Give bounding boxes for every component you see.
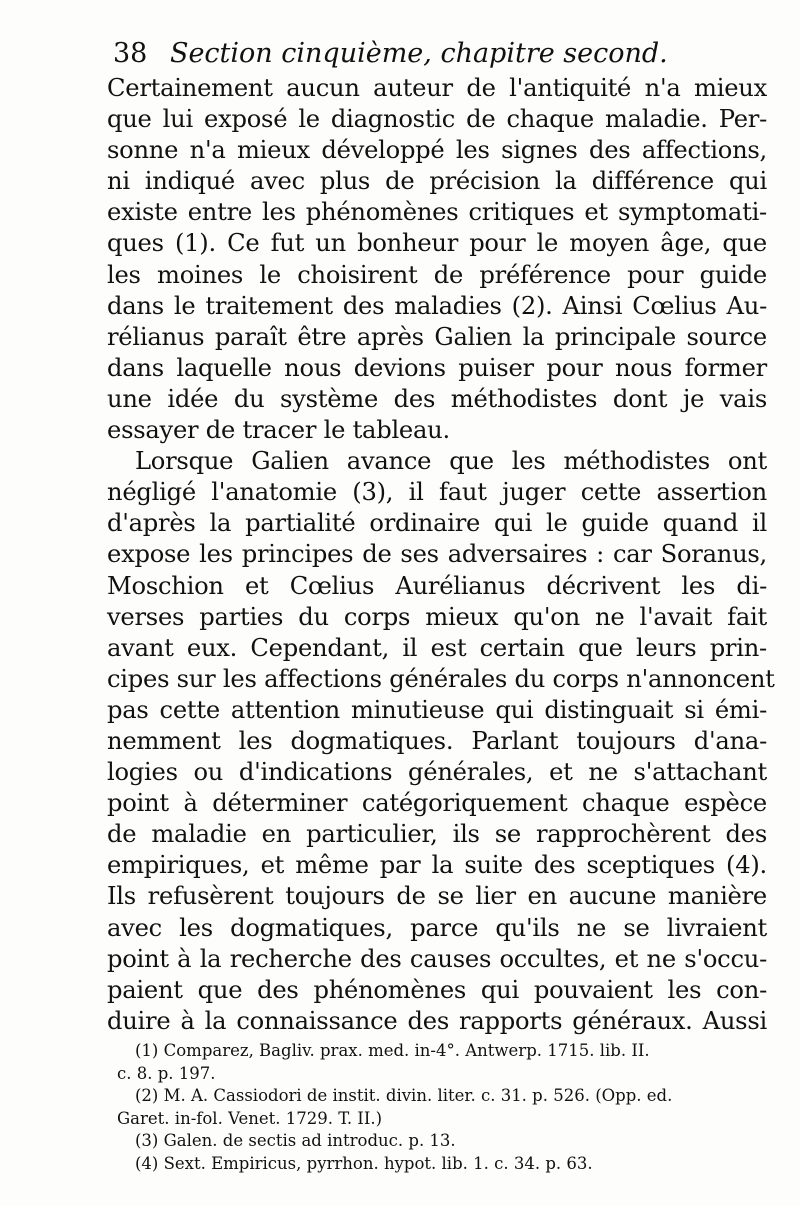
text-line: dans le traitement des maladies (2). Ainsi Cœlius Au-	[107, 291, 767, 320]
main-text	[107, 73, 775, 1037]
text-line: nemment les dogmatiques. Parlant toujours d'ana-	[107, 726, 767, 755]
text-line: verses parties du corps mieux qu'on ne l'avait fait	[107, 602, 767, 631]
text-line: logies ou d'indications générales, et ne s'attachant	[107, 758, 767, 787]
text-line: avec les dogmatiques, parce qu'ils ne se livraient	[107, 913, 767, 942]
text-line: de maladie en particulier, ils se rapprochèrent des	[107, 820, 767, 849]
text-line: paient que des phénomènes qui pouvaient les con-	[107, 975, 767, 1004]
text-line: avant eux. Cependant, il est certain que leurs prin-	[107, 633, 767, 662]
text-line: Lorsque Galien avance que les méthodistes ont	[135, 447, 767, 476]
footnote-1-continued: c. 8. p. 197.	[117, 1063, 216, 1083]
text-line: existe entre les phénomènes critiques et symptomati-	[107, 198, 767, 227]
text-line: empiriques, et même par la suite des sceptiques (4).	[107, 851, 767, 880]
footnote-2-continued: Garet. in-fol. Venet. 1729. T. II.)	[117, 1108, 383, 1128]
text-line: négligé l'anatomie (3), il faut juger cette assertion	[107, 478, 767, 507]
text-line: expose les principes de ses adversaires : car Soranus,	[107, 540, 767, 569]
text-line: cipes sur les affections générales du corps n'annoncent	[107, 664, 775, 693]
text-line: duire à la connaissance des rapports généraux. Aussi	[107, 1006, 767, 1035]
text-line: point à la recherche des causes occultes, et ne s'occu-	[107, 944, 767, 973]
page-number: 38	[113, 38, 148, 69]
text-line: d'après la partialité ordinaire qui le guide quand il	[107, 509, 767, 538]
footnote-1: (1) Comparez, Bagliv. prax. med. in-4°. Antwerp. 1715. lib. II.	[135, 1041, 650, 1060]
page-header	[113, 32, 673, 76]
text-line: point à déterminer catégoriquement chaque espèce	[107, 789, 767, 818]
text-line: rélianus paraît être après Galien la principale source	[107, 322, 767, 351]
text-line: Certainement aucun auteur de l'antiquité n'a mieux	[107, 74, 767, 102]
text-line: une idée du système des méthodistes dont je vais	[107, 384, 767, 413]
footnote-2: (2) M. A. Cassiodori de instit. divin. liter. c. 31. p. 526. (Opp. ed.	[135, 1086, 673, 1105]
text-line: Ils refusèrent toujours de se lier en aucune manière	[107, 882, 767, 911]
footnote-4: (4) Sext. Empiricus, pyrrhon. hypot. lib. 1. c. 34. p. 63.	[135, 1153, 593, 1173]
text-line: les moines le choisirent de préférence pour guide	[107, 260, 767, 289]
footnote-3: (3) Galen. de sectis ad introduc. p. 13.	[135, 1131, 456, 1150]
running-title: Section cinquième, chapitre second.	[169, 38, 668, 69]
footnotes	[113, 1040, 765, 1175]
text-line: essayer de tracer le tableau.	[107, 416, 450, 445]
text-line: ni indiqué avec plus de précision la différence qui	[107, 167, 767, 196]
text-line: dans laquelle nous devions puiser pour nous former	[107, 353, 767, 382]
text-line: Moschion et Cœlius Aurélianus décrivent les di-	[107, 571, 767, 600]
text-line: que lui exposé le diagnostic de chaque maladie. Per-	[107, 105, 767, 134]
text-line: sonne n'a mieux développé les signes des affections,	[107, 136, 767, 165]
text-line: ques (1). Ce fut un bonheur pour le moyen âge, que	[107, 229, 767, 258]
text-line: pas cette attention minutieuse qui distinguait si émi-	[107, 695, 767, 724]
